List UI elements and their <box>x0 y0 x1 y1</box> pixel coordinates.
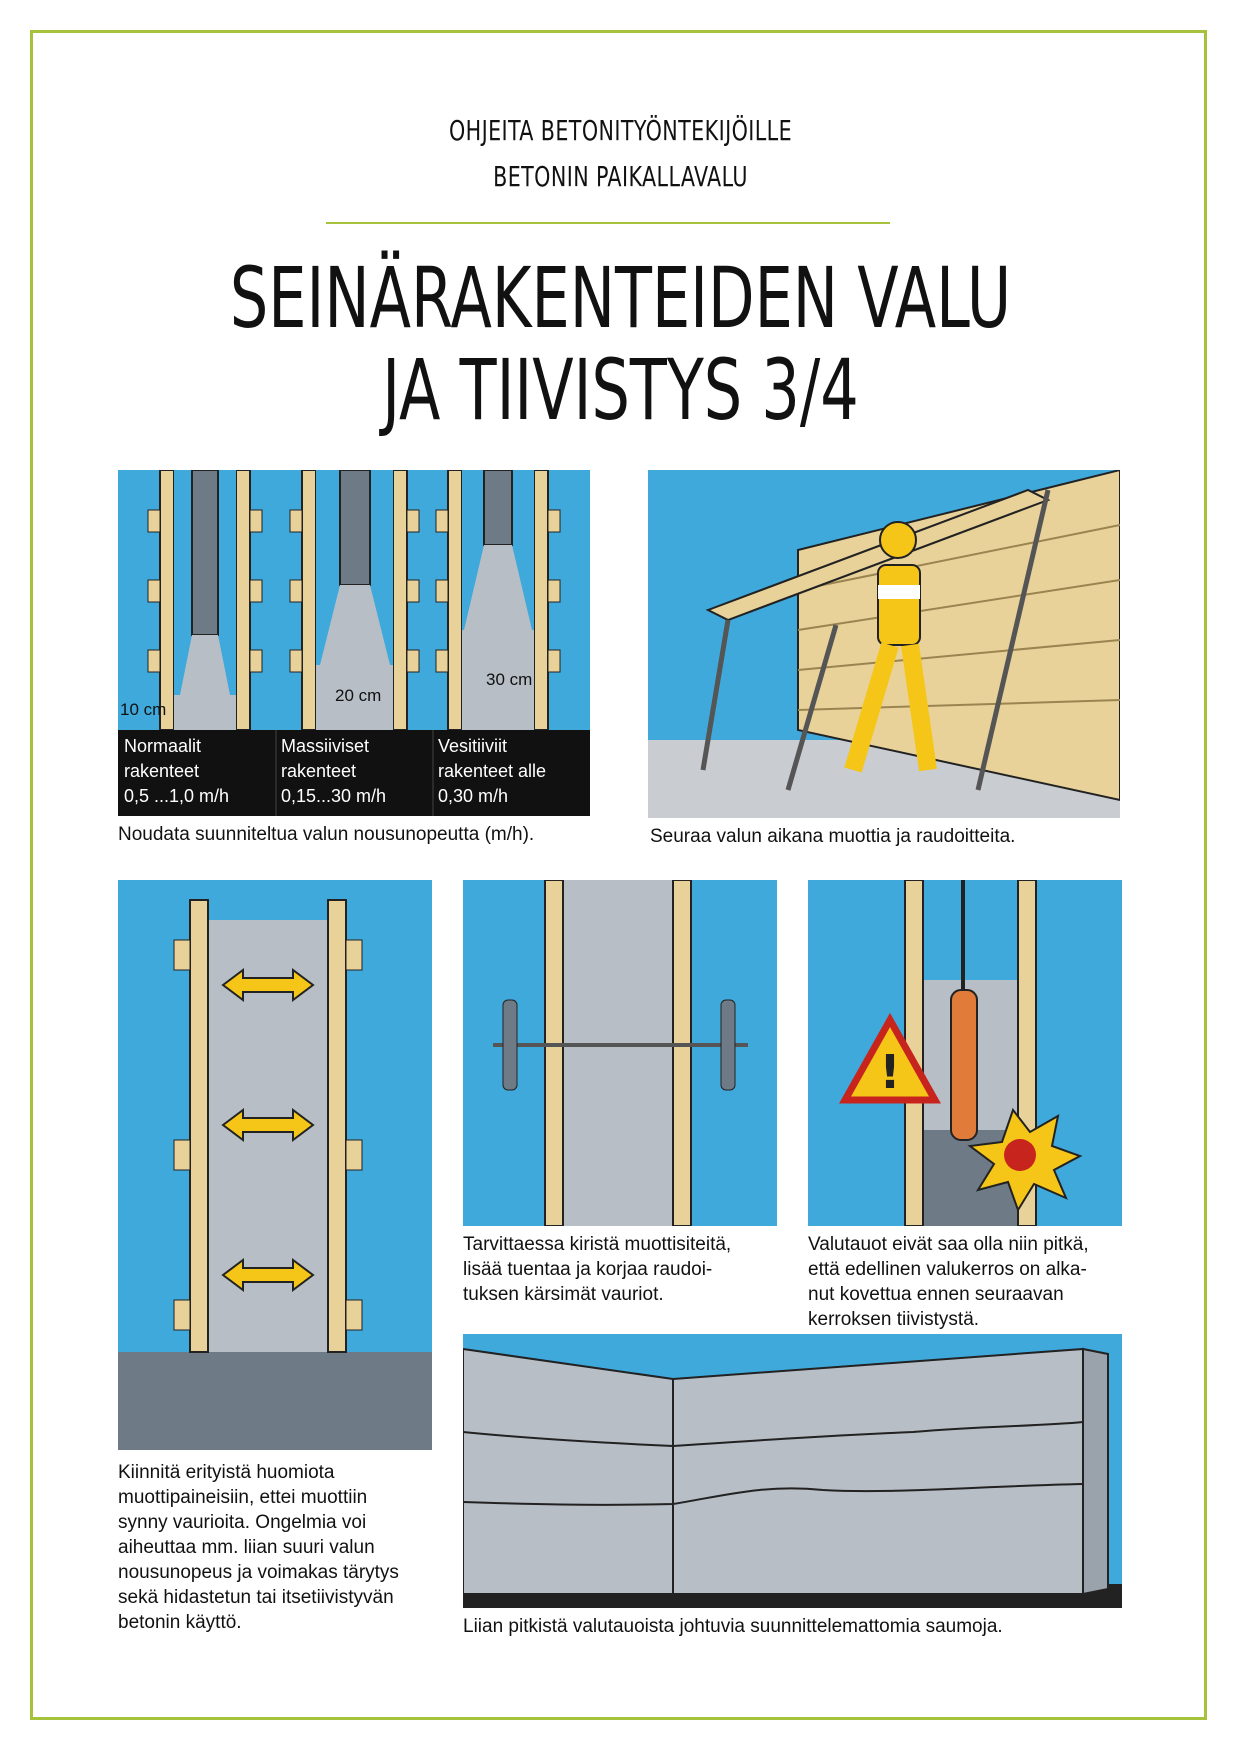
layer-label-30cm: 30 cm <box>486 670 533 689</box>
caption-formwork-pressure: Kiinnitä erityistä huomiota muottipaineisiin, ettei muottiin synny vaurioita. Ongelmia voi aiheuttaa mm. liian suuri valun nousunopeus ja voimakas tärytys sekä hidastetun tai itsetiivistyvän betonin käyttö. <box>118 1462 399 1633</box>
svg-text:!: ! <box>879 1045 901 1099</box>
caption-monitoring: Seuraa valun aikana muottia ja raudoitteita. <box>650 826 1016 847</box>
worker-monitoring-illustration <box>648 470 1120 818</box>
header-divider <box>326 222 890 224</box>
formwork-pressure-illustration <box>118 880 432 1450</box>
pour-rate-normal: Normaalit rakenteet 0,5 ...1,0 m/h <box>124 736 230 806</box>
caption-unplanned-joints: Liian pitkistä valutauoista johtuvia suunnittelemattomia saumoja. <box>463 1616 1003 1637</box>
subtitle-line-1: OHJEITA BETONITYÖNTEKIJÖILLE <box>448 114 793 147</box>
form-ties-illustration <box>463 880 777 1226</box>
pour-rate-massive: Massiiviset rakenteet 0,15...30 m/h <box>281 736 387 806</box>
caption-vibrator-warning: Valutauot eivät saa olla niin pitkä, että edellinen valukerros on alka- nut kovettua ennen seuraavan kerroksen tiivistystä. <box>808 1234 1089 1330</box>
pour-column-watertight <box>436 470 560 730</box>
pour-rate-watertight: Vesitiiviit rakenteet alle 0,30 m/h <box>438 736 547 806</box>
page-title-line-2: JA TIIVISTYS 3/4 <box>382 341 859 439</box>
subtitle-line-2: BETONIN PAIKALLAVALU <box>493 160 748 193</box>
layer-label-10cm: 10 cm <box>120 700 167 719</box>
caption-pour-rate: Noudata suunniteltua valun nousunopeutta (m/h). <box>118 824 535 845</box>
layer-label-20cm: 20 cm <box>335 686 382 705</box>
pour-column-normal <box>148 470 262 730</box>
page-title-line-1: SEINÄRAKENTEIDEN VALU <box>229 249 1012 347</box>
vibrator-warning-illustration <box>808 880 1122 1226</box>
unplanned-joints-illustration <box>463 1334 1122 1608</box>
caption-form-ties: Tarvittaessa kiristä muottisiteitä, lisää tuentaa ja korjaa raudoi- tuksen kärsimät vauriot. <box>463 1234 732 1305</box>
